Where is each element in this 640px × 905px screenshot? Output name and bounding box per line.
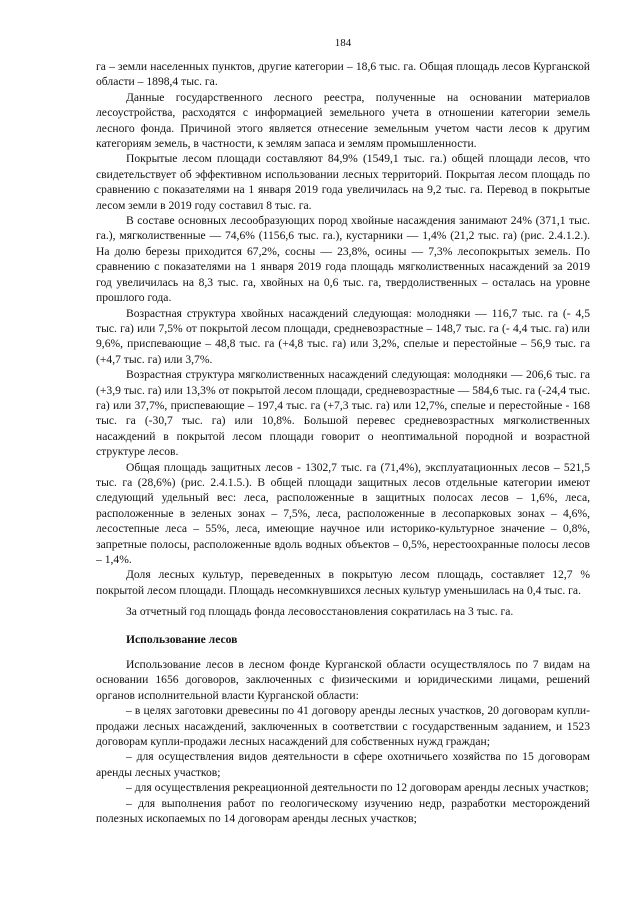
- paragraph-forest-registry: Данные государственного лесного реестра, полученные на основании материалов лесоустройства, расходятся с информацией земельного учета в отношении категории земель лесного фонда. Причиной этого является отнесение земельным учетом части лесов к другим категориям земель, в частности, к землям запаса и землям промышленности.: [96, 90, 590, 151]
- paragraph-conifer-age-structure: Возрастная структура хвойных насаждений следующая: молодняки — 116,7 тыс. га (- 4,5 тыс. га) или 7,5% от покрытой лесом площади, средневозрастные – 148,7 тыс. га (- 4,4 тыс. га) или 9,6%, приспевающие – 48,8 тыс. га (+4,8 тыс. га) или 3,2%, спелые и перестойные – 56,9 тыс. га (+4,7 тыс. га) или 3,7%.: [96, 306, 590, 366]
- paragraph-forest-use-intro: Использование лесов в лесном фонде Курганской области осуществлялось по 7 видам на основании 1656 договоров, заключенных с физическими и юридическими лицами, решений органов исполнительной власти Курганской области:: [96, 658, 590, 702]
- paragraph-forest-cultures: Доля лесных культур, переведенных в покрытую лесом площадь, составляет 12,7 % покрытой лесом площади. Площадь несомкнувшихся лесных культур уменьшилась на 0,4 тыс. га.: [96, 568, 590, 597]
- list-item-recreation: – для осуществления рекреационной деятельности по 12 договорам аренды лесных участков;: [126, 781, 589, 795]
- paragraph-land-categories: га – земли населенных пунктов, другие категории – 18,6 тыс. га. Общая площадь лесов Курганской области – 1898,4 тыс. га.: [96, 60, 590, 89]
- paragraph-deciduous-age-structure: Возрастная структура мягколиственных насаждений следующая: молодняки — 206,6 тыс. га (+3,9 тыс. га) или 13,3% от покрытой лесом площади, средневозрастные — 584,6 тыс. га (-24,4 тыс. га) или 37,7%, приспевающие – 197,4 тыс. га (+7,3 тыс. га) или 12,7%, спелые и перестойные - 168 тыс. га (-30,7 тыс. га) или 10,8%. Большой перевес средневозрастных мягколиственных насаждений в покрытой лесом площади говорит о неоптимальной породной и возрастной структуре лесов.: [96, 368, 590, 459]
- document-page: [96, 36, 590, 827]
- paragraph-protective-forests: Общая площадь защитных лесов - 1302,7 тыс. га (71,4%), эксплуатационных лесов – 521,5 тыс. га (28,6%) (рис. 2.4.1.5.). В общей площади защитных лесов отдельные категории имеют следующий удельный вес: леса, расположенные в защитных полосах лесов – 1,6%, леса, расположенные в зеленых зонах – 7,5%, леса, расположенные в лесопарковых зонах – 4,6%, лесостепные леса – 55%, леса, имеющие научное или историко-культурное значение – 0,8%, запретные полосы, расположенные вдоль водных объектов – 0,5%, нерестоохранные полосы лесов – 1,4%.: [96, 460, 590, 566]
- section-title-forest-use: Использование лесов: [126, 632, 238, 646]
- paragraph-reforestation-fund: За отчетный год площадь фонда лесовосстановления сократилась на 3 тыс. га.: [126, 605, 514, 619]
- list-item-timber-harvesting: – в целях заготовки древесины по 41 договору аренды лесных участков, 20 договорам купли-продажи лесных насаждений, заключенных в соответствии с государственным заданием, и 1523 договорам купли-продажи лесных насаждений для собственных нужд граждан;: [96, 704, 590, 749]
- paragraph-tree-species: В составе основных лесообразующих пород хвойные насаждения занимают 24% (371,1 тыс. га.), мягколиственные — 74,6% (1156,6 тыс. га.), кустарники — 1,4% (21,2 тыс. га) (рис. 2.4.1.2.). На долю березы приходится 67,2%, сосны — 23,8%, осины — 7,3% лесопокрытых земель. По сравнению с показателями на 1 января 2019 года площадь мягколиственных насаждений за 2019 год увеличилась на 8,3 тыс. га, хвойных на 0,6 тыс. га, твердолиственных – осталась на уровне прошлого года.: [96, 214, 590, 305]
- list-item-geology: – для выполнения работ по геологическому изучению недр, разработки месторождений полезных ископаемых по 14 договорам аренды лесных участков;: [96, 796, 590, 826]
- list-item-hunting: – для осуществления видов деятельности в сфере охотничьего хозяйства по 15 договорам аренды лесных участков;: [96, 750, 590, 779]
- page-number: 184: [334, 37, 352, 49]
- paragraph-forested-area: Покрытые лесом площади составляют 84,9% (1549,1 тыс. га.) общей площади лесов, что свидетельствует об эффективном использовании лесных территорий. Покрытая лесом площадь по сравнению с показателями на 1 января 2019 года увеличилась на 9,2 тыс. га. Перевод в покрытые лесом земли в 2019 году составил 8 тыс. га.: [96, 152, 590, 212]
